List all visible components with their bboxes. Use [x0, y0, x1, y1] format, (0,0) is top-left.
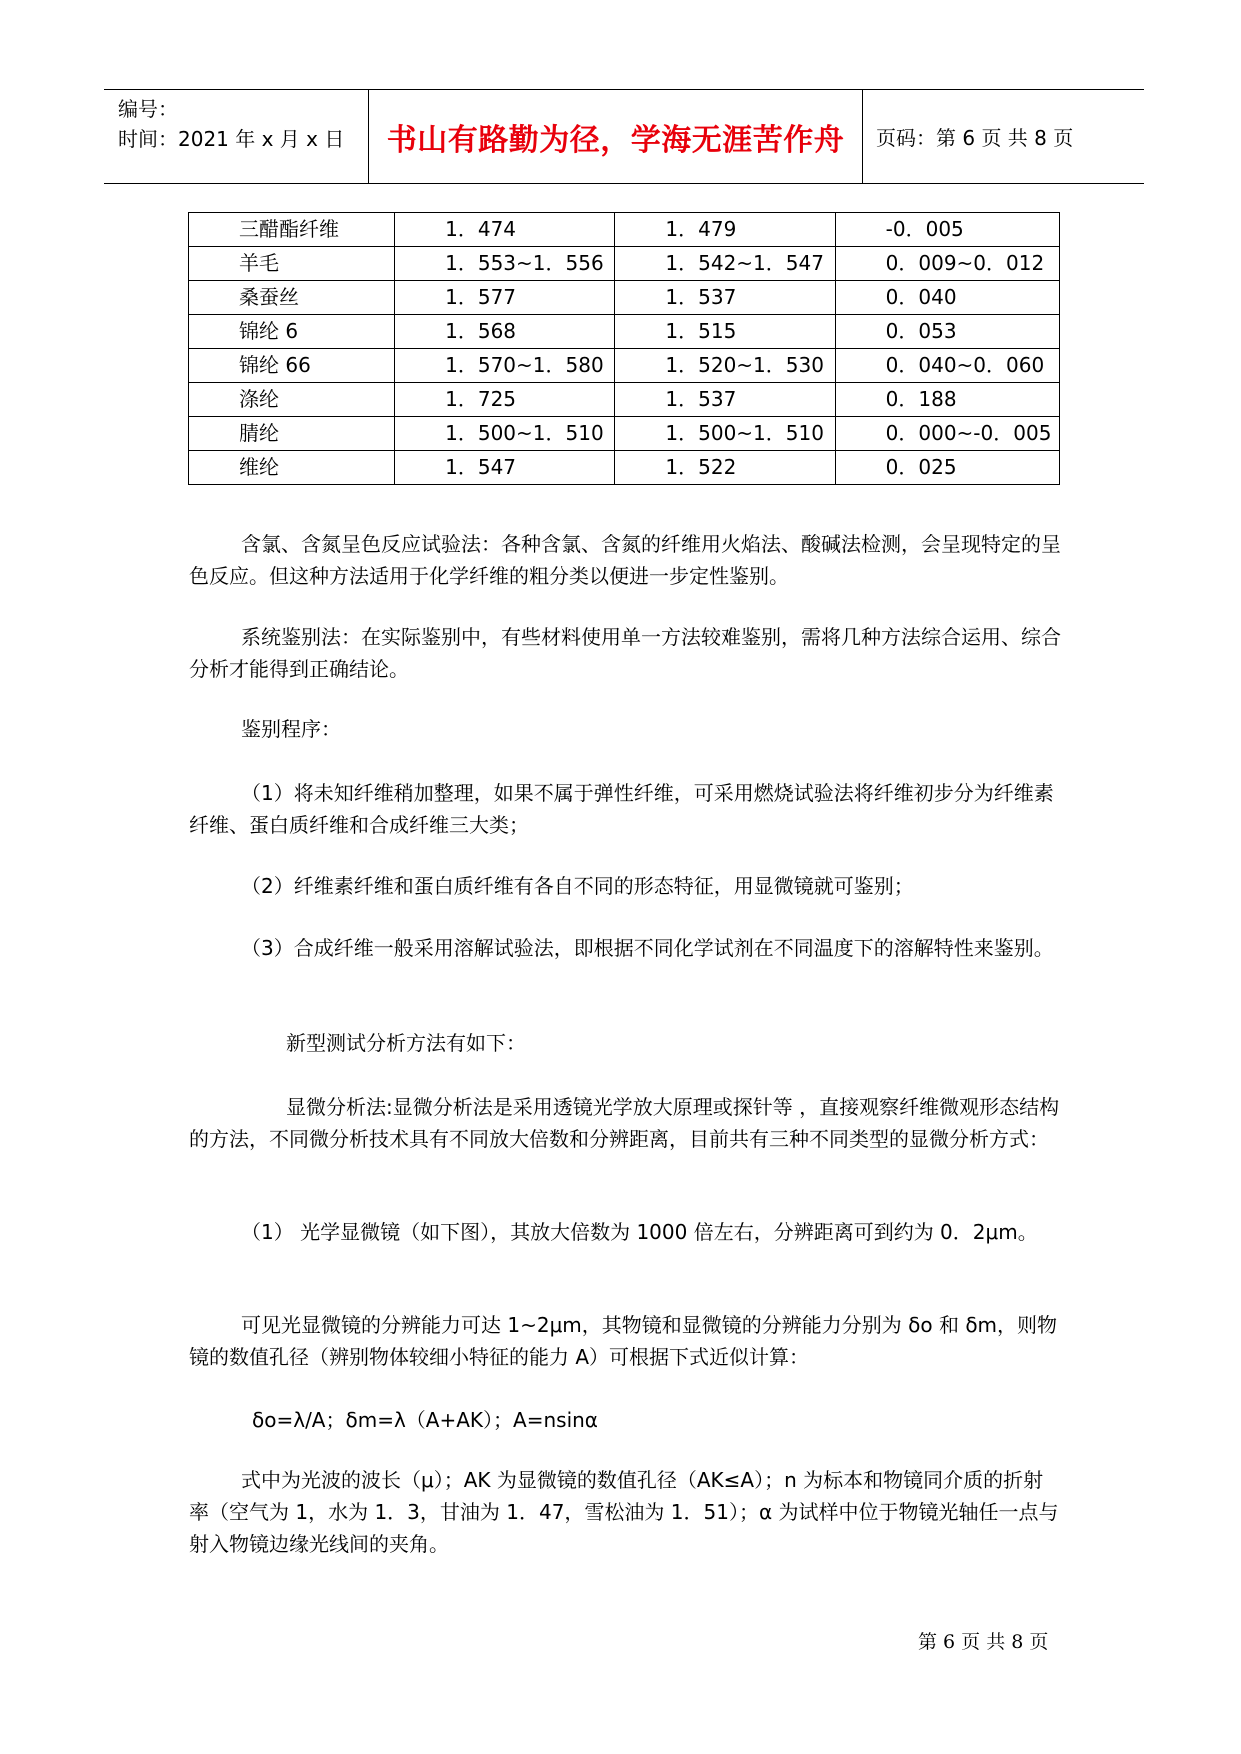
- table-body: [189, 213, 1060, 485]
- paragraph-formula-explanation: 式中为光波的波长（μ）；AK 为显微镜的数值孔径（AK≤A）；n 为标本和物镜同介质的折射率（空气为 1，水为 1．3，甘油为 1．47，雪松油为 1．51）；α 为试样中位于物镜光轴任一点与射入物镜边缘光线间的夹角。: [189, 1468, 1059, 1556]
- formula-line: δo=λ/A；δm=λ（A+AK）；A=nsinα: [252, 1408, 598, 1432]
- value-cell: 1．725: [395, 383, 615, 417]
- document-time-label: 时间：2021 年 x 月 x 日: [118, 127, 345, 151]
- value-cell: 0．040~0．060: [835, 349, 1059, 383]
- paragraph-microscopy: 显微分析法:显微分析法是采用透镜光学放大原理或探针等 ，直接观察纤维微观形态结构的方法，不同微分析技术具有不同放大倍数和分辨距离，目前共有三种不同类型的显微分析方式：: [189, 1095, 1060, 1151]
- value-cell: 1．500~1．510: [615, 417, 835, 451]
- fiber-name-cell: 锦纶 6: [189, 315, 395, 349]
- value-cell: 1．522: [615, 451, 835, 485]
- header-motto: 书山有路勤为径，学海无涯苦作舟: [369, 90, 863, 183]
- value-cell: 1．542~1．547: [615, 247, 835, 281]
- value-cell: 0．025: [835, 451, 1059, 485]
- paragraph-optical-microscope: （1） 光学显微镜（如下图），其放大倍数为 1000 倍左右，分辨距离可到约为 0．2μm。: [241, 1220, 1038, 1244]
- paragraph-step-2: （2）纤维素纤维和蛋白质纤维有各自不同的形态特征，用显微镜就可鉴别；: [241, 874, 914, 898]
- value-cell: 1．474: [395, 213, 615, 247]
- table-row: [189, 281, 1060, 315]
- fiber-name-cell: 维纶: [189, 451, 395, 485]
- paragraph-new-methods: 新型测试分析方法有如下：: [286, 1031, 526, 1055]
- value-cell: 1．577: [395, 281, 615, 315]
- value-cell: 1．479: [615, 213, 835, 247]
- header-left-cell: [104, 90, 369, 183]
- value-cell: 0．188: [835, 383, 1059, 417]
- value-cell: 1．553~1．556: [395, 247, 615, 281]
- page-footer: 第 6 页 共 8 页: [918, 1631, 1049, 1653]
- value-cell: 1．537: [615, 383, 835, 417]
- value-cell: 1．570~1．580: [395, 349, 615, 383]
- table-row: [189, 349, 1060, 383]
- table-row: [189, 417, 1060, 451]
- value-cell: 0．053: [835, 315, 1059, 349]
- value-cell: 1．537: [615, 281, 835, 315]
- value-cell: 0．000~-0．005: [835, 417, 1059, 451]
- table-row: [189, 247, 1060, 281]
- value-cell: 1．515: [615, 315, 835, 349]
- page-header: [104, 89, 1144, 184]
- fiber-name-cell: 涤纶: [189, 383, 395, 417]
- paragraph-resolution: 可见光显微镜的分辨能力可达 1~2μm，其物镜和显微镜的分辨能力分别为 δo 和 δm，则物镜的数值孔径（辨别物体较细小特征的能力 A）可根据下式近似计算：: [189, 1313, 1058, 1369]
- value-cell: 0．009~0．012: [835, 247, 1059, 281]
- value-cell: 1．500~1．510: [395, 417, 615, 451]
- paragraph-system-identification: 系统鉴别法：在实际鉴别中，有些材料使用单一方法较难鉴别，需将几种方法综合运用、综合分析才能得到正确结论。: [189, 625, 1061, 681]
- fiber-name-cell: 羊毛: [189, 247, 395, 281]
- paragraph-procedure-heading: 鉴别程序：: [241, 717, 341, 741]
- paragraph-step-1: （1）将未知纤维稍加整理，如果不属于弹性纤维，可采用燃烧试验法将纤维初步分为纤维素纤维、蛋白质纤维和合成纤维三大类；: [189, 781, 1054, 837]
- document-number-label: 编号：: [118, 97, 178, 121]
- value-cell: 0．040: [835, 281, 1059, 315]
- table-row: [189, 451, 1060, 485]
- fiber-name-cell: 锦纶 66: [189, 349, 395, 383]
- paragraph-step-3: （3）合成纤维一般采用溶解试验法，即根据不同化学试剂在不同温度下的溶解特性来鉴别。: [241, 936, 1054, 960]
- paragraph-color-reaction: 含氯、含氮呈色反应试验法：各种含氯、含氮的纤维用火焰法、酸碱法检测，会呈现特定的呈色反应。但这种方法适用于化学纤维的粗分类以便进一步定性鉴别。: [189, 532, 1061, 588]
- table-row: [189, 315, 1060, 349]
- fiber-name-cell: 桑蚕丝: [189, 281, 395, 315]
- fiber-name-cell: 腈纶: [189, 417, 395, 451]
- table-row: [189, 383, 1060, 417]
- refractive-index-table: [188, 212, 1060, 485]
- value-cell: 1．520~1．530: [615, 349, 835, 383]
- value-cell: 1．568: [395, 315, 615, 349]
- table-row: [189, 213, 1060, 247]
- fiber-name-cell: 三醋酯纤维: [189, 213, 395, 247]
- value-cell: -0．005: [835, 213, 1059, 247]
- header-page-code: 页码：第 6 页 共 8 页: [876, 126, 1074, 150]
- value-cell: 1．547: [395, 451, 615, 485]
